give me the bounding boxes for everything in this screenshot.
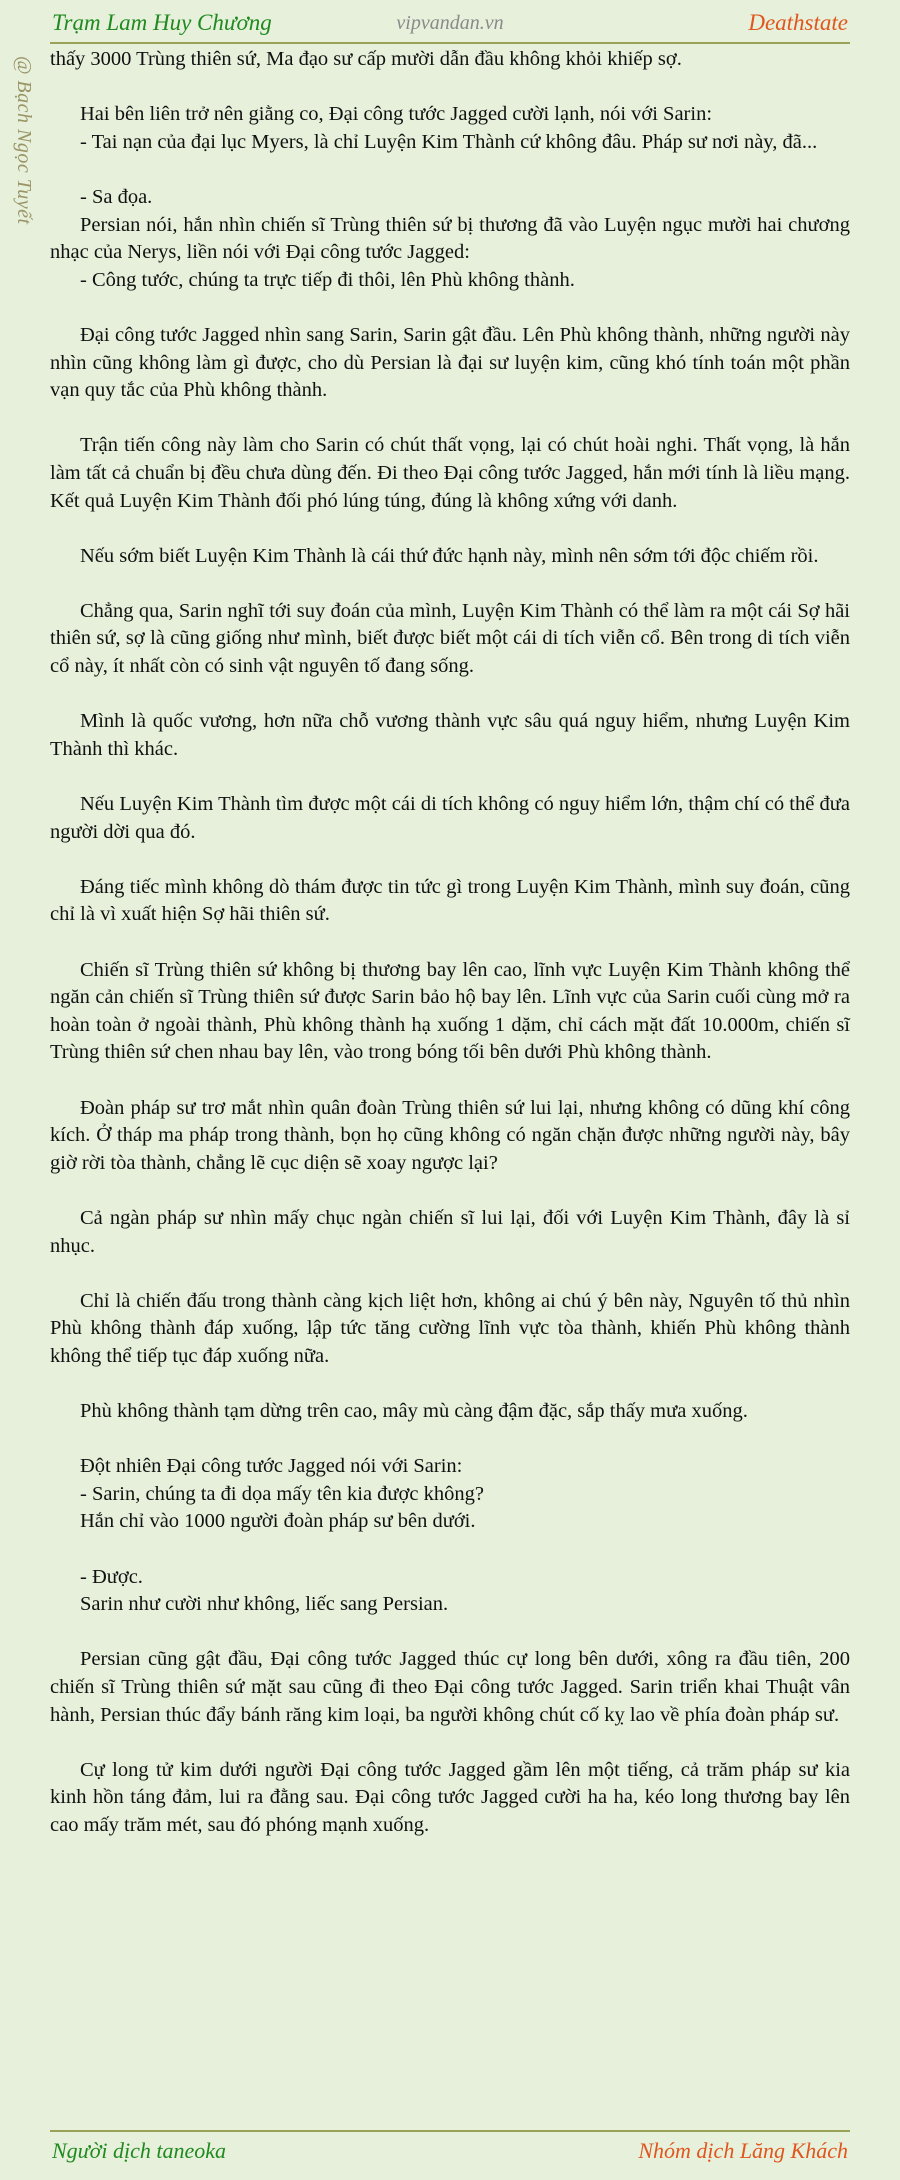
chapter-body — [50, 46, 850, 1840]
paragraph: Chiến sĩ Trùng thiên sứ không bị thương bay lên cao, lĩnh vực Luyện Kim Thành không thể ngăn cản chiến sĩ Trùng thiên sứ được Sarin bảo hộ bay lên. Lĩnh vực của Sarin cuối cùng mở ra hoàn toàn ở ngoài thành, Phù không thành hạ xuống 1 dặm, chỉ cách mặt đất 10.000m, chiến sĩ Trùng thiên sứ chen nhau bay lên, vào trong bóng tối bên dưới Phù không thành. — [50, 958, 850, 1064]
paragraph: Persian nói, hắn nhìn chiến sĩ Trùng thiên sứ bị thương đã vào Luyện ngục mười hai chương nhạc của Nerys, liền nói với Đại công tước Jagged: — [50, 213, 850, 264]
footer-group: Nhóm dịch Lăng Khách — [638, 2138, 848, 2163]
paragraph: Mình là quốc vương, hơn nữa chỗ vương thành vực sâu quá nguy hiểm, nhưng Luyện Kim Thành thì khác. — [50, 710, 850, 760]
paragraph: Phù không thành tạm dừng trên cao, mây mù càng đậm đặc, sắp thấy mưa xuống. — [80, 1400, 748, 1423]
page-header — [50, 6, 850, 44]
paragraph: Chỉ là chiến đấu trong thành càng kịch liệt hơn, không ai chú ý bên này, Nguyên tố thủ nhìn Phù không thành đáp xuống, lập tức tăng cường lĩnh vực tòa thành, khiến Phù không thành không thể tiếp tục đáp xuống nữa. — [50, 1289, 850, 1367]
page-footer — [50, 2130, 850, 2172]
paragraph: Trận tiến công này làm cho Sarin có chút thất vọng, lại có chút hoài nghi. Thất vọng, là hắn làm tất cả chuẩn bị đều chưa dùng đến. Đi theo Đại công tước Jagged, hắn mới tính là liều mạng. Kết quả Luyện Kim Thành đối phó lúng túng, đúng là không xứng với danh. — [50, 434, 850, 512]
paragraph: Đột nhiên Đại công tước Jagged nói với Sarin: — [80, 1455, 463, 1478]
paragraph: - Tai nạn của đại lục Myers, là chỉ Luyện Kim Thành cứ không đâu. Pháp sư nơi này, đã... — [80, 130, 818, 153]
paragraph: - Sarin, chúng ta đi dọa mấy tên kia được không? — [80, 1482, 484, 1505]
paragraph: Nếu sớm biết Luyện Kim Thành là cái thứ đức hạnh này, mình nên sớm tới độc chiếm rồi. — [80, 544, 819, 567]
side-watermark: @ Bạch Ngọc Tuyết — [13, 56, 35, 225]
paragraph: Nếu Luyện Kim Thành tìm được một cái di tích không có nguy hiểm lớn, thậm chí có thể đưa người dời qua đó. — [50, 793, 850, 843]
paragraph: Sarin như cười như không, liếc sang Persian. — [80, 1593, 449, 1616]
paragraph: Hắn chỉ vào 1000 người đoàn pháp sư bên dưới. — [80, 1510, 476, 1533]
paragraph: thấy 3000 Trùng thiên sứ, Ma đạo sư cấp mười dẫn đầu không khỏi khiếp sợ. — [50, 48, 682, 70]
paragraph: Cả ngàn pháp sư nhìn mấy chục ngàn chiến sĩ lui lại, đối với Luyện Kim Thành, đây là sỉ nhục. — [50, 1206, 850, 1257]
paragraph: Đáng tiếc mình không dò thám được tin tức gì trong Luyện Kim Thành, mình suy đoán, cũng chỉ là vì xuất hiện Sợ hãi thiên sứ. — [50, 875, 850, 926]
paragraph: Hai bên liên trở nên giằng co, Đại công tước Jagged cười lạnh, nói với Sarin: — [80, 103, 713, 126]
paragraph: Đoàn pháp sư trơ mắt nhìn quân đoàn Trùng thiên sứ lui lại, nhưng không có dũng khí công kích. Ở tháp ma pháp trong thành, bọn họ cũng không có ngăn chặn được những người này, bây giờ rời tòa thành, chẳng lẽ cục diện sẽ xoay ngược lại? — [50, 1096, 850, 1174]
paragraph: - Công tước, chúng ta trực tiếp đi thôi, lên Phù không thành. — [80, 268, 575, 291]
header-site-name: Trạm Lam Huy Chương — [52, 10, 272, 35]
paragraph: Persian cũng gật đầu, Đại công tước Jagged thúc cự long bên dưới, xông ra đầu tiên, 200 chiến sĩ Trùng thiên sứ mặt sau cũng đi theo Đại công tước Jagged. Sarin triển khai Thuật vân hành, Persian thúc đẩy bánh răng kim loại, ba người không chút cố kỵ lao về phía đoàn pháp sư. — [50, 1648, 850, 1726]
paragraph: - Được. — [80, 1565, 143, 1588]
header-url: vipvandan.vn — [396, 12, 504, 34]
paragraph: Cự long tử kim dưới người Đại công tước Jagged gầm lên một tiếng, cả trăm pháp sư kia kinh hồn táng đảm, lui ra đằng sau. Đại công tước Jagged cười ha ha, kéo long thương bay lên cao mấy trăm mét, sau đó phóng mạnh xuống. — [50, 1758, 850, 1836]
header-book-title: Deathstate — [748, 10, 848, 35]
footer-translator: Người dịch taneoka — [52, 2138, 227, 2163]
paragraph: Chẳng qua, Sarin nghĩ tới suy đoán của mình, Luyện Kim Thành có thể làm ra một cái Sợ hãi thiên sứ, sợ là cũng giống như mình, biết được biết một cái di tích viễn cổ. Bên trong di tích viễn cổ này, ít nhất còn có sinh vật nguyên tố đang sống. — [50, 599, 850, 678]
paragraph: Đại công tước Jagged nhìn sang Sarin, Sarin gật đầu. Lên Phù không thành, những người này nhìn cũng không làm gì được, cho dù Persian là đại sư luyện kim, cũng khó tính toán một phần vạn quy tắc của Phù không thành. — [50, 323, 850, 402]
paragraph: - Sa đọa. — [80, 185, 153, 208]
